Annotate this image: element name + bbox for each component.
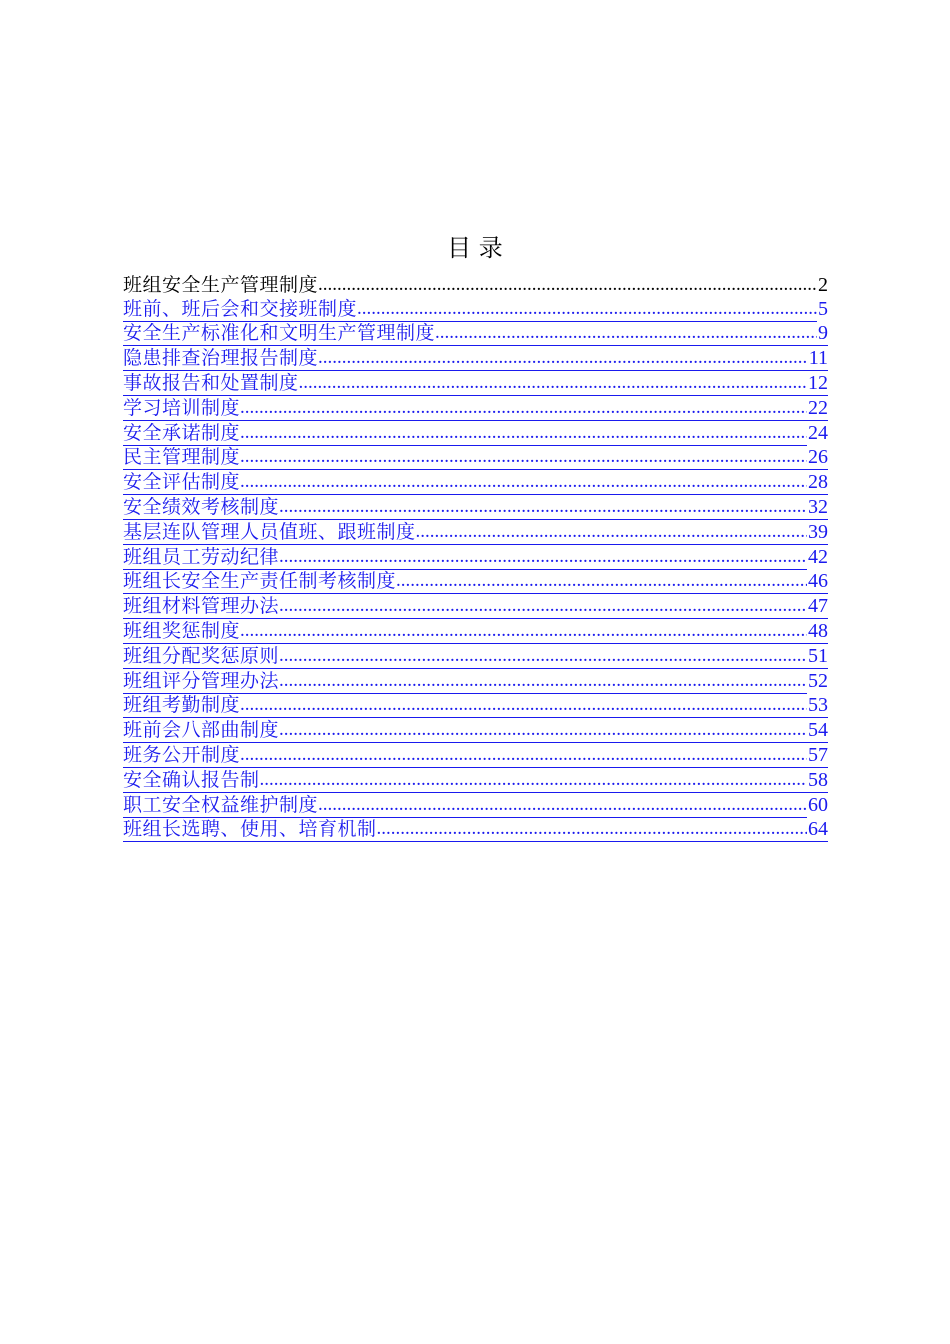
toc-dot-leader: [240, 445, 807, 469]
toc-entry[interactable]: [123, 272, 828, 297]
toc-page-number: 39: [808, 520, 828, 543]
toc-dot-leader: [279, 718, 807, 742]
toc-entry-label: 职工安全权益维护制度: [123, 793, 319, 816]
toc-entry-link[interactable]: [123, 743, 828, 768]
toc-page-number: 48: [808, 619, 828, 642]
toc-page-number: 26: [808, 446, 828, 469]
toc-page-number: 11: [808, 347, 828, 370]
toc-entry-link[interactable]: [123, 619, 828, 644]
toc-entry-link[interactable]: [123, 396, 828, 421]
toc-entry-label: 班组材料管理办法: [123, 595, 280, 618]
toc-dot-leader: [279, 594, 807, 618]
toc-dot-leader: [279, 495, 807, 519]
toc-entry-link[interactable]: [123, 421, 828, 446]
toc-entry-label: 安全承诺制度: [123, 421, 241, 444]
toc-page-number: 52: [808, 669, 828, 692]
toc-entry-link[interactable]: [123, 545, 828, 570]
toc-entry-label: 民主管理制度: [123, 446, 241, 469]
toc-entry-label: 班组评分管理办法: [123, 669, 280, 692]
toc-dot-leader: [240, 743, 807, 767]
toc-page-number: 42: [808, 545, 828, 568]
toc-page-number: 58: [808, 768, 828, 791]
toc-page-number: 9: [818, 322, 828, 345]
toc-dot-leader: [279, 545, 807, 569]
toc-dot-leader: [396, 569, 807, 593]
toc-entry-link[interactable]: [123, 470, 828, 495]
toc-entry-label: 事故报告和处置制度: [123, 371, 299, 394]
toc-entry-link[interactable]: [123, 669, 828, 694]
toc-title: 目 录: [447, 234, 503, 262]
toc-dot-leader: [299, 371, 807, 395]
toc-entry-link[interactable]: [123, 570, 828, 595]
toc-entry-label: 安全确认报告制: [123, 768, 260, 791]
toc-dot-leader: [240, 396, 807, 420]
toc-dot-leader: [240, 619, 807, 643]
toc-dot-leader: [279, 644, 807, 668]
toc-page-number: 46: [808, 570, 828, 593]
toc-entry-link[interactable]: [123, 446, 828, 471]
toc-dot-leader: [240, 693, 807, 717]
toc-dot-leader: [240, 470, 807, 494]
toc-page-number: 53: [808, 694, 828, 717]
toc-page-number: 24: [808, 421, 828, 444]
toc-entry-label: 班务公开制度: [123, 743, 241, 766]
toc-entry-link[interactable]: [123, 768, 828, 793]
toc-entry-link[interactable]: [123, 644, 828, 669]
toc-page-number: 28: [808, 471, 828, 494]
toc-entry-link[interactable]: [123, 371, 828, 396]
table-of-contents: [123, 272, 828, 842]
toc-entry-label: 班组分配奖惩原则: [123, 644, 280, 667]
toc-page-number: 12: [808, 371, 828, 394]
toc-entry-link[interactable]: [123, 495, 828, 520]
toc-entry-label: 隐患排查治理报告制度: [123, 347, 319, 370]
toc-page-number: 22: [808, 396, 828, 419]
toc-entry-link[interactable]: [123, 346, 828, 371]
toc-page-number: 5: [818, 297, 828, 320]
toc-entry-link[interactable]: [123, 594, 828, 619]
toc-dot-leader: [318, 793, 807, 817]
toc-entry-link[interactable]: [123, 694, 828, 719]
toc-dot-leader: [377, 817, 807, 841]
toc-page-number: 57: [808, 743, 828, 766]
toc-entry-label: 班组安全生产管理制度: [123, 273, 319, 296]
toc-entry-link[interactable]: [123, 297, 828, 322]
toc-entry-link[interactable]: [123, 793, 828, 818]
toc-entry-label: 班前会八部曲制度: [123, 719, 280, 742]
toc-dot-leader: [435, 321, 817, 345]
toc-entry-label: 班组考勤制度: [123, 694, 241, 717]
toc-page-number: 32: [808, 495, 828, 518]
toc-entry-label: 班组长安全生产责任制考核制度: [123, 570, 397, 593]
toc-entry-label: 安全评估制度: [123, 471, 241, 494]
toc-entry-label: 班组员工劳动纪律: [123, 545, 280, 568]
toc-dot-leader: [240, 421, 807, 445]
toc-entry-link[interactable]: [123, 818, 828, 843]
toc-page-number: 2: [818, 273, 828, 296]
toc-entry-label: 班组奖惩制度: [123, 619, 241, 642]
toc-entry-link[interactable]: [123, 322, 828, 347]
toc-dot-leader: [318, 346, 808, 370]
toc-entry-label: 学习培训制度: [123, 396, 241, 419]
toc-entry-link[interactable]: [123, 718, 828, 743]
toc-page-number: 64: [808, 818, 828, 841]
toc-dot-leader: [260, 768, 807, 792]
toc-entry-label: 班前、班后会和交接班制度: [123, 297, 358, 320]
toc-entry-label: 安全绩效考核制度: [123, 495, 280, 518]
toc-dot-leader: [416, 520, 807, 544]
toc-page-number: 54: [808, 719, 828, 742]
toc-page-number: 47: [808, 595, 828, 618]
toc-dot-leader: [318, 273, 817, 297]
toc-dot-leader: [357, 297, 817, 321]
toc-dot-leader: [279, 669, 807, 693]
toc-entry-label: 安全生产标准化和文明生产管理制度: [123, 322, 436, 345]
toc-page-number: 60: [808, 793, 828, 816]
toc-entry-label: 基层连队管理人员值班、跟班制度: [123, 520, 416, 543]
toc-entry-link[interactable]: [123, 520, 828, 545]
toc-page-number: 51: [808, 644, 828, 667]
toc-entry-label: 班组长选聘、使用、培育机制: [123, 818, 377, 841]
